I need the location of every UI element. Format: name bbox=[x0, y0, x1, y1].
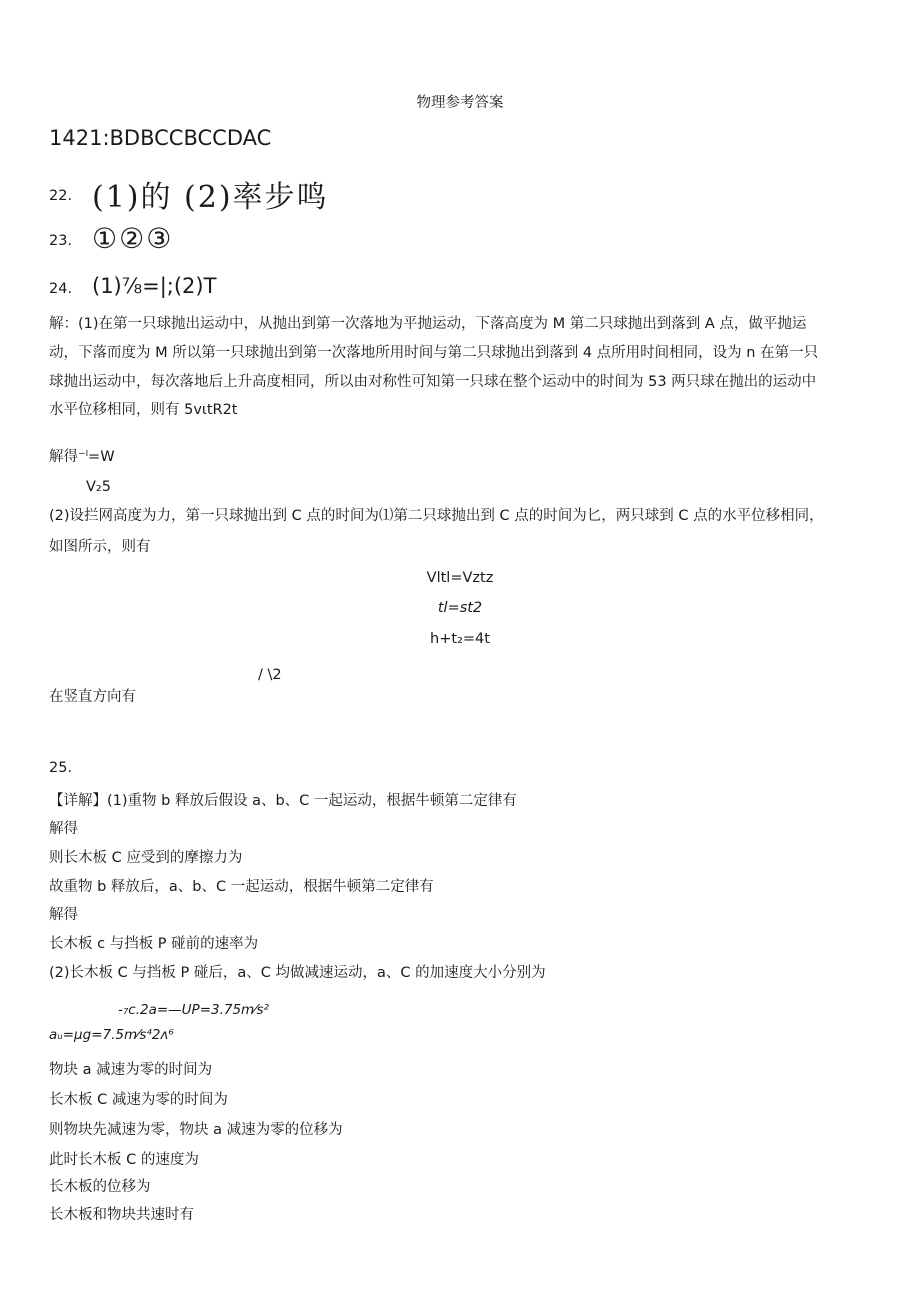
q24-part2-line-1: (2)设拦网高度为力，第一只球抛出到 C 点的时间为⑴第二只球抛出到 C 点的时间为匕，两只球到 C 点的水平位移相同， bbox=[49, 508, 824, 524]
q24-solve-1: 解得⁻ˡ=W bbox=[49, 449, 115, 465]
q24-solution-line-3: 球抛出运动中，每次落地后上升高度相同，所以由对称性可知第一只球在整个运动中的时间为 53 两只球在抛出的运动中 bbox=[49, 374, 817, 390]
q25-line2-2: 长木板 C 减速为零的时间为 bbox=[49, 1092, 228, 1108]
q24-number: 24. bbox=[49, 281, 73, 297]
page-title: 物理参考答案 bbox=[416, 95, 504, 111]
q24-vertical: 在竖直方向有 bbox=[49, 689, 136, 705]
q22-number: 22. bbox=[49, 188, 73, 204]
q23-number: 23. bbox=[49, 233, 73, 249]
q22-answer: (1)的 (2)率步鸣 bbox=[92, 180, 329, 215]
multiple-choice-answers: 1421:BDBCCBCCDAC bbox=[49, 126, 272, 150]
q25-line2-3: 则物块先减速为零，物块 a 减速为零的位移为 bbox=[49, 1122, 343, 1138]
q25-line2-4: 此时长木板 C 的速度为 bbox=[49, 1152, 199, 1168]
q24-equation-3: h+t₂=4t bbox=[430, 631, 490, 647]
q24-equation-2: tl=st2 bbox=[437, 600, 483, 616]
q24-solution-line-1: 解：(1)在第一只球抛出运动中，从抛出到第一次落地为平抛运动，下落高度为 M 第二只球抛出到落到 A 点，做平抛运 bbox=[49, 316, 807, 332]
q25-line2-6: 长木板和物块共速时有 bbox=[49, 1207, 194, 1223]
q24-solution-line-4: 水平位移相同，则有 5vιtR2t bbox=[49, 402, 238, 418]
q25-line2-1: 物块 a 减速为零的时间为 bbox=[49, 1062, 213, 1078]
q24-answer: (1)⅞=|;(2)T bbox=[92, 274, 217, 298]
q24-solution-line-2: 动，下落而度为 M 所以第一只球抛出到第一次落地所用时间与第二只球抛出到落到 4 点所用时间相同，设为 n 在第一只 bbox=[49, 345, 819, 361]
q25-number: 25. bbox=[49, 760, 73, 776]
q24-equation-1: Vltl=Vztz bbox=[426, 570, 494, 586]
q24-solve-1-sub: V₂5 bbox=[86, 479, 111, 495]
q24-fragment: / \2 bbox=[258, 667, 282, 683]
q25-line-1: 【详解】(1)重物 b 释放后假设 a、b、C 一起运动，根据牛顿第二定律有 bbox=[49, 793, 517, 809]
q25-formula-1: -₇c.2a=—UP=3.75m⁄s² bbox=[118, 1002, 269, 1018]
q25-line-6: 长木板 c 与挡板 P 碰前的速率为 bbox=[49, 936, 259, 952]
q25-line-7: (2)长木板 C 与挡板 P 碰后，a、C 均做减速运动，a、C 的加速度大小分别为 bbox=[49, 965, 546, 981]
q25-line-4: 故重物 b 释放后，a、b、C 一起运动，根据牛顿第二定律有 bbox=[49, 879, 434, 895]
q25-line-2: 解得 bbox=[49, 821, 78, 837]
q25-line-3: 则长木板 C 应受到的摩擦力为 bbox=[49, 850, 243, 866]
q25-formula-2: aᵤ=μg=7.5m⁄s⁴2ʌ⁶ bbox=[49, 1027, 174, 1043]
q24-part2-line-2: 如图所示，则有 bbox=[49, 539, 151, 555]
q25-line-5: 解得 bbox=[49, 907, 78, 923]
q23-answer: ①②③ bbox=[92, 222, 174, 255]
q25-line2-5: 长木板的位移为 bbox=[49, 1179, 151, 1195]
